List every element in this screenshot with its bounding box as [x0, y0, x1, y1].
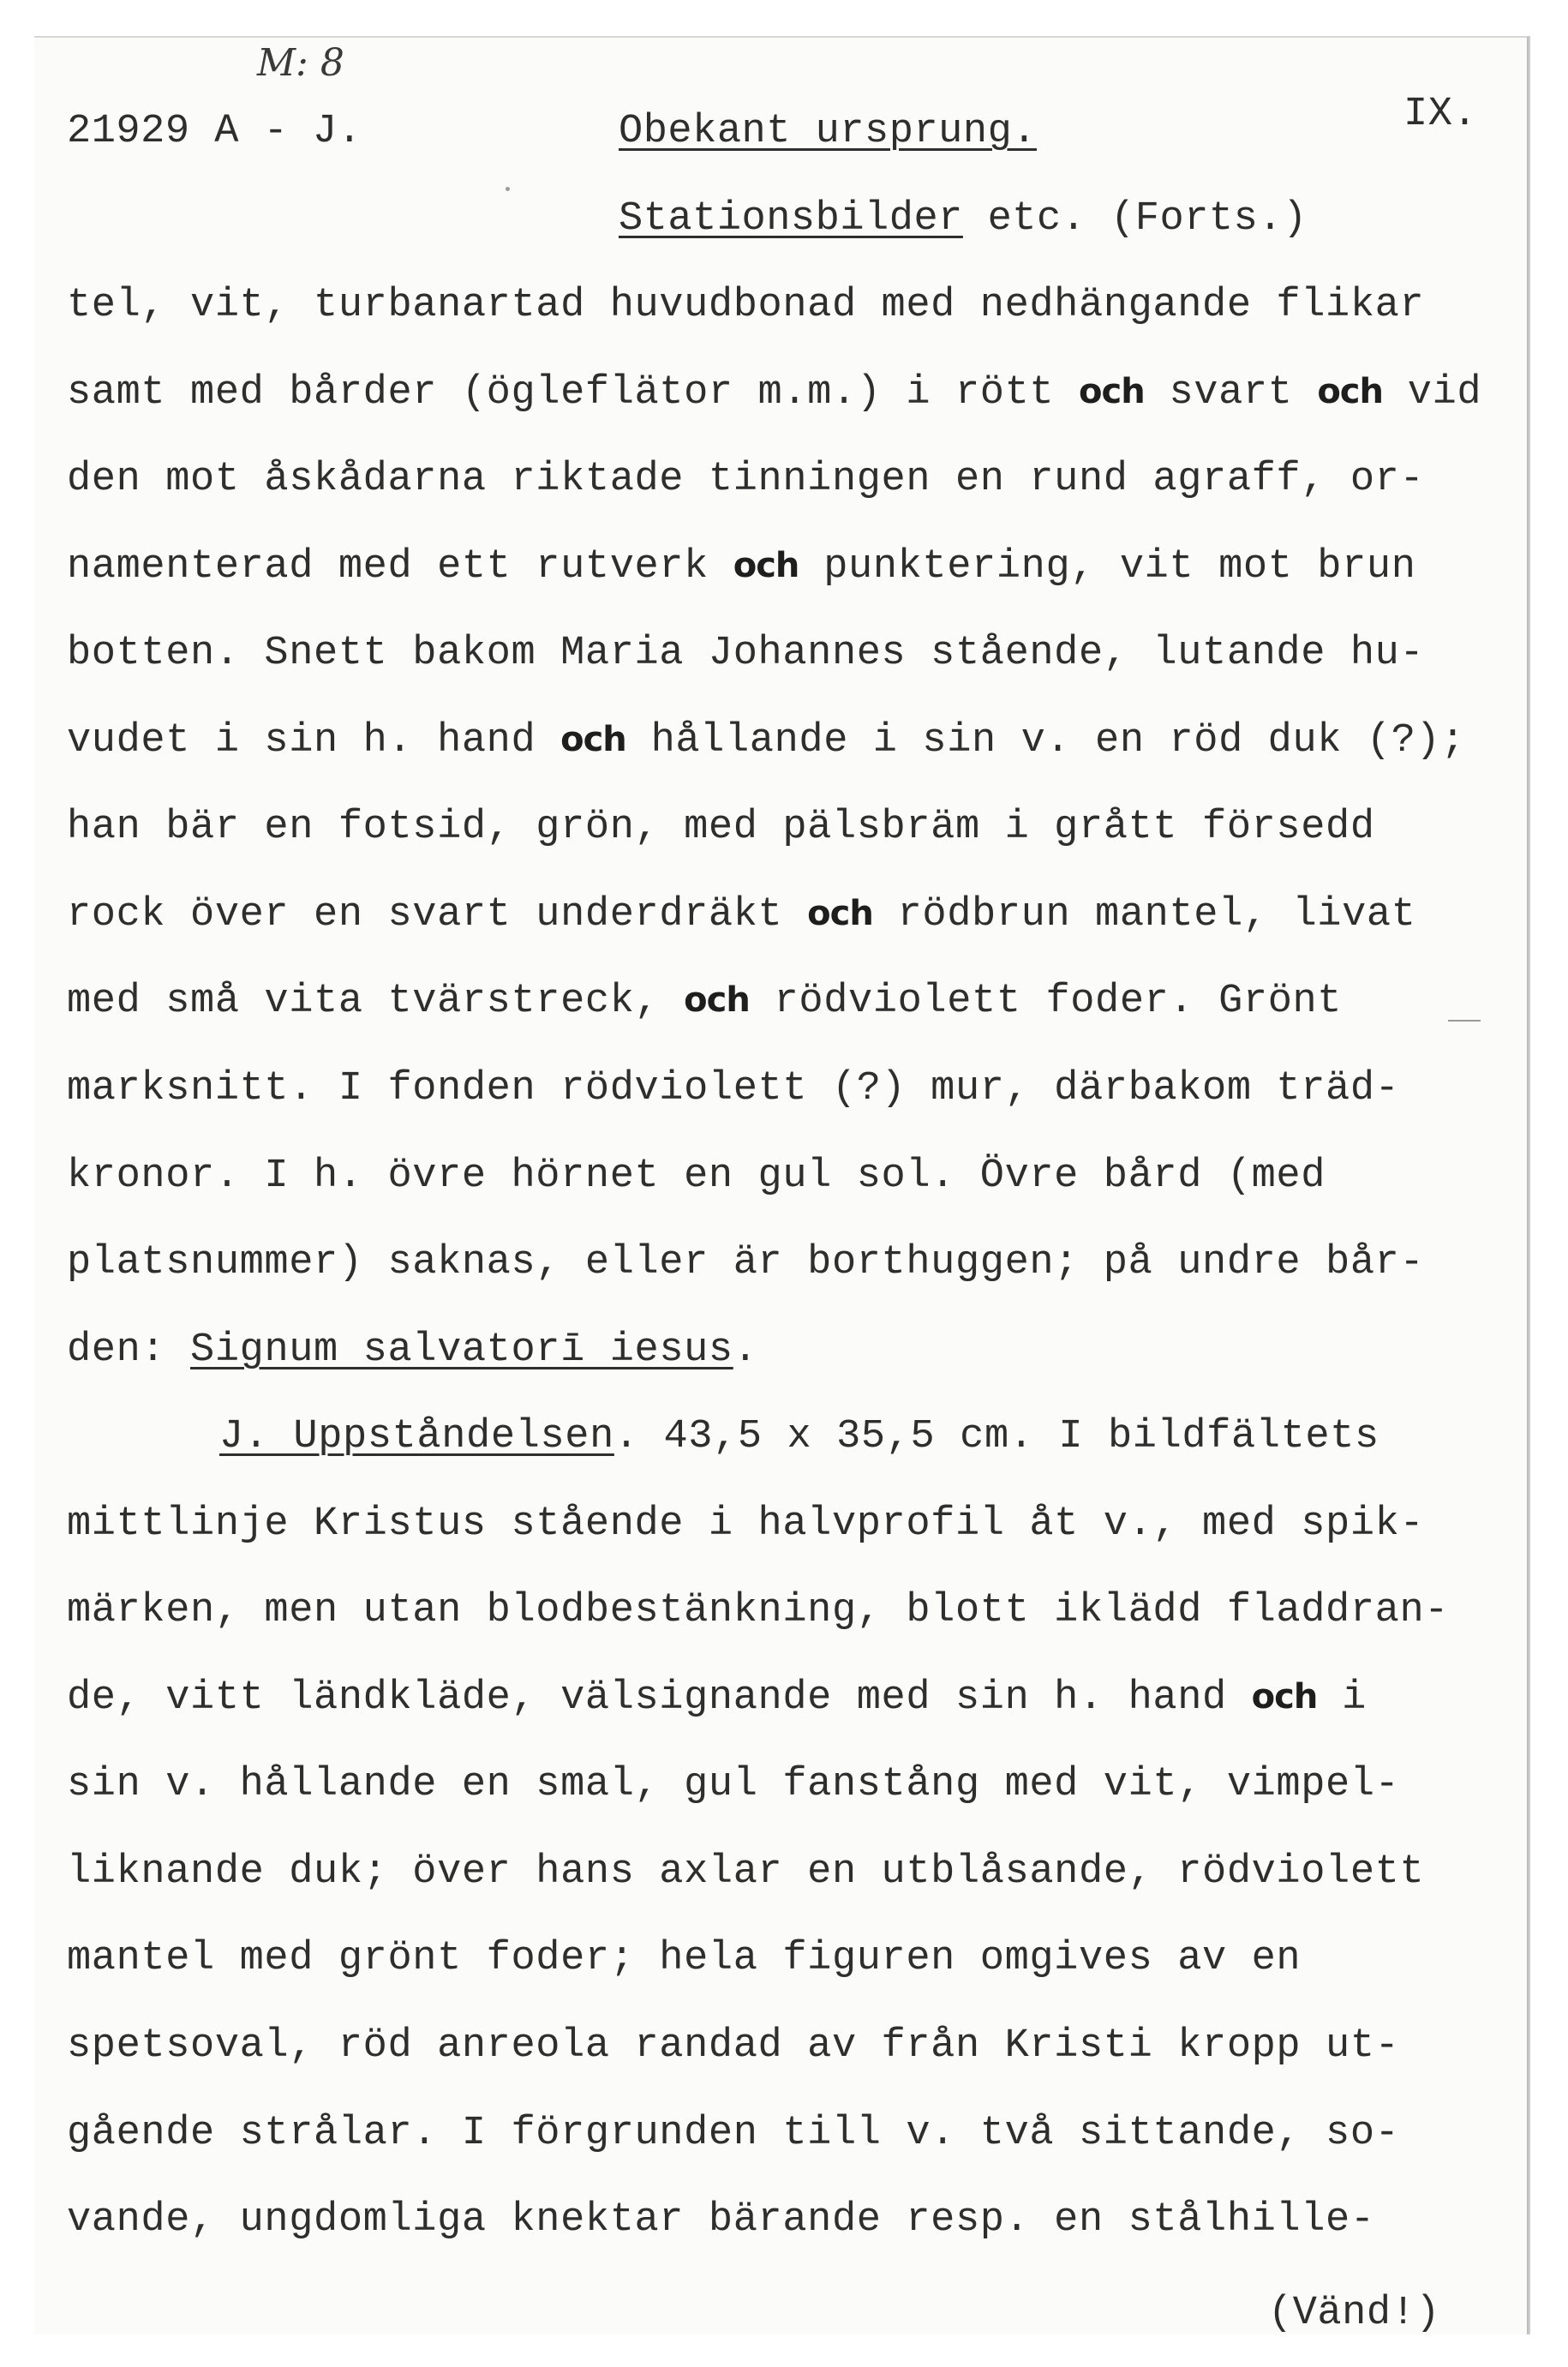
body-line-17: de, vitt ländkläde, välsignande med sin h. hand och i — [67, 1675, 1367, 1721]
body-line-1: tel, vit, turbanartad huvudbonad med nedhängande flikar — [67, 283, 1425, 328]
och-abbrev: och — [733, 546, 799, 585]
body-line-22: gående strålar. I förgrunden till v. två sittande, so- — [67, 2111, 1400, 2156]
heading-title: Obekant ursprung. — [619, 109, 1037, 154]
body-line-8: rock över en svart underdräkt och rödbrun mantel, livat — [67, 892, 1416, 938]
margin-dash — [1448, 1020, 1481, 1022]
body-line-16: märken, men utan blodbestänkning, blott iklädd fladdran- — [67, 1588, 1450, 1633]
body-line-9: med små vita tvärstreck, och rödviolett foder. Grönt — [67, 979, 1343, 1024]
body-line-10: marksnitt. I fonden rödviolett (?) mur, därbakom träd- — [67, 1066, 1400, 1112]
och-abbrev: och — [807, 894, 873, 933]
body-line-18: sin v. hållande en smal, gul fanstång med vit, vimpel- — [67, 1762, 1400, 1807]
subtitle-rest: etc. (Forts.) — [962, 196, 1308, 242]
page-number: IX. — [1403, 92, 1478, 137]
body-line-23: vande, ungdomliga knektar bärande resp. en stålhille- — [67, 2197, 1375, 2243]
scan-dot — [506, 187, 510, 191]
section-heading: J. Uppståndelsen — [219, 1414, 614, 1459]
body-line-5: botten. Snett bakom Maria Johannes stående, lutande hu- — [67, 631, 1425, 676]
body-line-7: han bär en fotsid, grön, med pälsbräm i grått försedd — [67, 805, 1375, 850]
body-line-4: namenterad med ett rutverk och punktering, vit mot brun — [67, 544, 1416, 590]
heading-subtitle — [619, 196, 1308, 242]
body-line-3: den mot åskådarna riktade tinningen en rund agraff, or- — [67, 457, 1425, 502]
body-line-14: J. Uppståndelsen. 43,5 x 35,5 cm. I bildfältets — [219, 1414, 1379, 1459]
body-line-2: samt med bårder (ögleflätor m.m.) i rött och svart och vid — [67, 370, 1482, 416]
body-line-12: platsnummer) saknas, eller är borthuggen; på undre bår- — [67, 1240, 1425, 1285]
body-line-15: mittlinje Kristus stående i halvprofil åt v., med spik- — [67, 1501, 1425, 1547]
och-abbrev: och — [1079, 372, 1145, 411]
body-line-6: vudet i sin h. hand och hållande i sin v. en röd duk (?); — [67, 718, 1466, 764]
och-abbrev: och — [684, 980, 750, 1020]
inscription: Signum salvatorī iesus — [190, 1327, 733, 1373]
body-line-11: kronor. I h. övre hörnet en gul sol. Övre bård (med — [67, 1154, 1326, 1199]
body-line-20: mantel med grönt foder; hela figuren omgives av en — [67, 1936, 1302, 1981]
handwritten-annotation: M: 8 — [257, 41, 344, 85]
och-abbrev: och — [1317, 372, 1383, 411]
turn-over-note: (Vänd!) — [1268, 2291, 1440, 2336]
body-line-13: den: Signum salvatorī iesus. — [67, 1327, 758, 1373]
catalog-number: 21929 A - J. — [67, 109, 362, 154]
och-abbrev: och — [1251, 1677, 1318, 1717]
och-abbrev: och — [560, 720, 626, 759]
body-line-19: liknande duk; över hans axlar en utblåsande, rödviolett — [67, 1849, 1425, 1895]
body-line-21: spetsoval, röd anreola randad av från Kristi kropp ut- — [67, 2023, 1400, 2069]
subtitle-underlined: Stationsbilder — [619, 196, 963, 242]
